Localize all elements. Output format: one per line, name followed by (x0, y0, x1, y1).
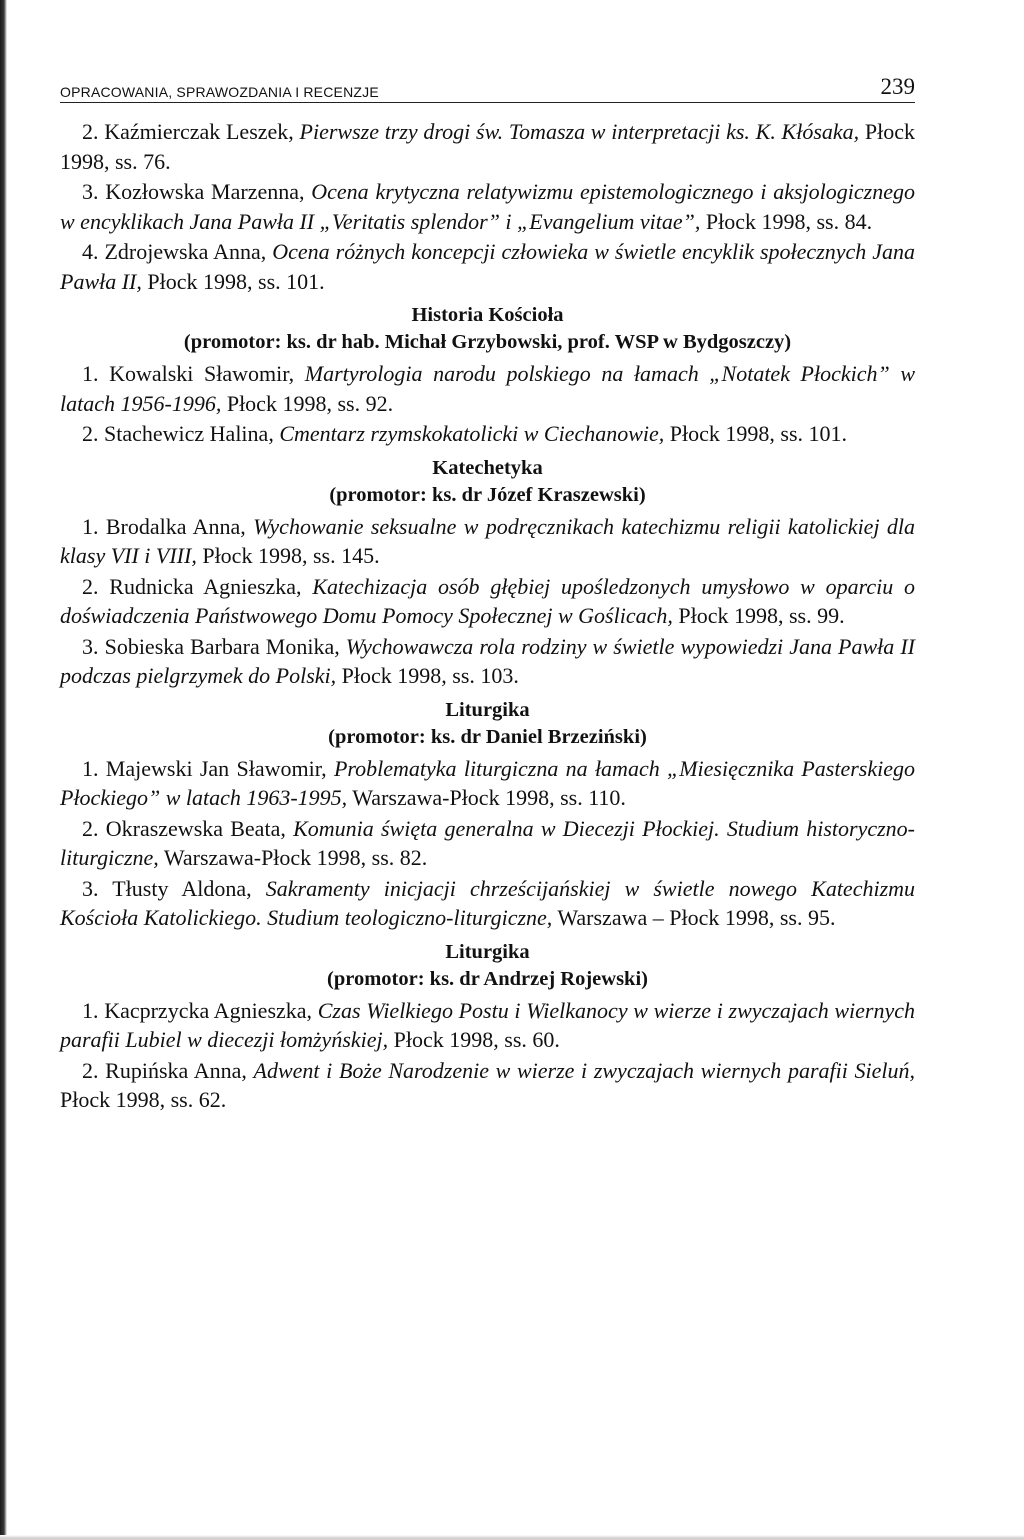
entry-author: Zdrojewska Anna, (104, 239, 267, 264)
bibliography-entry (60, 237, 915, 296)
entry-publication: Płock 1998, ss. 92. (226, 390, 394, 416)
entry-title: Martyrologia narodu polskiego na łamach „Notatek Płockich” w latach 1956-1996, (60, 361, 916, 416)
entry-author: Rupińska Anna, (105, 1057, 247, 1083)
bibliography-entry (60, 632, 915, 691)
page-number: 239 (880, 74, 915, 99)
section-promotor: (promotor: ks. dr hab. Michał Grzybowski, prof. WSP w Bydgoszczy) (183, 331, 792, 353)
entry-title: Komunia święta generalna w Diecezji Płockiej. Studium historyczno-liturgiczne, (60, 815, 915, 870)
entry-title: Ocena krytyczna relatywizmu epistemologicznego i aksjologicznego w encyklikach Jana Pawła II „Veritatis splendor” i „Evangelium vitae”, (60, 179, 915, 234)
section-title: Liturgika (445, 698, 530, 721)
entry-author: Sobieska Barbara Monika, (104, 633, 340, 659)
entry-publication: Płock 1998, ss. 103. (341, 663, 519, 688)
entry-publication: Płock 1998, ss. 101. (669, 421, 848, 446)
bibliography-entry (60, 419, 915, 449)
entry-publication: Płock 1998, ss. 62. (60, 1087, 227, 1112)
bibliography-entry (60, 754, 915, 813)
entry-publication: Płock 1998, ss. 60. (393, 1027, 560, 1052)
entry-title: Problematyka liturgiczna na łamach „Miesięcznika Pasterskiego Płockiego” w latach 1963-1995, (60, 755, 916, 810)
entry-author: Kacprzycka Agnieszka, (104, 997, 313, 1023)
entry-author: Majewski Jan Sławomir, (105, 755, 327, 781)
entry-number: 2. (82, 815, 99, 841)
entry-number: 2. (82, 421, 99, 446)
entry-number: 3. (82, 179, 99, 204)
entry-author: Brodalka Anna, (105, 513, 246, 539)
entry-number: 1. (82, 361, 99, 386)
entry-title: Czas Wielkiego Postu i Wielkanocy w wierze i zwyczajach wiernych parafii Lubiel w diecezji łomżyńskiej, (60, 997, 916, 1052)
section-heading (60, 302, 915, 356)
entry-publication: Płock 1998, ss. 76. (60, 119, 916, 174)
entry-author: Kozłowska Marzenna, (105, 179, 305, 204)
entry-title: Pierwsze trzy drogi św. Tomasza w interpretacji ks. K. Kłósaka, (299, 119, 860, 144)
entry-publication: Płock 1998, ss. 99. (678, 603, 845, 628)
bibliography-entry (60, 814, 915, 873)
section-title: Liturgika (445, 940, 530, 963)
entry-number: 2. (82, 119, 99, 144)
section-title: Katechetyka (432, 456, 543, 479)
bibliography-entry (60, 512, 915, 571)
scan-bottom-edge (0, 1535, 1024, 1539)
entry-number: 3. (82, 633, 99, 659)
entry-author: Okraszewska Beata, (105, 815, 286, 841)
section-heading (60, 697, 915, 751)
section-heading (60, 939, 915, 993)
document-page (60, 70, 915, 1116)
entry-publication: Warszawa-Płock 1998, ss. 82. (163, 845, 428, 870)
entry-publication: Warszawa – Płock 1998, ss. 95. (557, 905, 836, 930)
entry-number: 1. (82, 997, 99, 1023)
section-promotor: (promotor: ks. dr Andrzej Rojewski) (327, 967, 648, 990)
entry-number: 1. (82, 755, 99, 781)
entry-author: Tłusty Aldona, (112, 875, 252, 901)
running-head-title: OPRACOWANIA, SPRAWOZDANIA I RECENZJE (60, 84, 379, 100)
entry-number: 2. (82, 573, 99, 599)
bibliography-entry (60, 572, 915, 631)
entry-author: Kowalski Sławomir, (109, 361, 295, 386)
bibliography-entry (60, 996, 915, 1055)
entry-author: Stachewicz Halina, (104, 421, 274, 446)
entry-number: 2. (82, 1057, 99, 1083)
entry-title: Adwent i Boże Narodzenie w wierze i zwyczajach wiernych parafii Sieluń, (253, 1057, 916, 1083)
running-head (60, 70, 915, 103)
bibliography-entry (60, 177, 915, 236)
section-title: Historia Kościoła (411, 304, 564, 326)
entry-number: 4. (82, 239, 99, 264)
entry-title: Cmentarz rzymskokatolicki w Ciechanowie, (279, 421, 665, 446)
entry-number: 1. (82, 513, 99, 539)
entry-publication: Płock 1998, ss. 145. (202, 543, 380, 568)
bibliography-list (60, 103, 915, 1115)
entry-title: Wychowanie seksualne w podręcznikach katechizmu religii katolickiej dla klasy VII i VIII, (60, 513, 916, 568)
bibliography-entry (60, 1056, 915, 1115)
entry-title: Sakramenty inicjacji chrześcijańskiej w świetle nowego Katechizmu Kościoła Katolickiego. Studium teologiczno-liturgiczne, (60, 875, 916, 930)
bibliography-entry (60, 359, 915, 418)
scan-binding-edge (0, 0, 7, 1539)
entry-title: Katechizacja osób głębiej upośledzonych umysłowo w oparciu o doświadczenia Państwowego Domu Pomocy Społecznej w Goślicach, (60, 573, 915, 628)
entry-publication: Warszawa-Płock 1998, ss. 110. (352, 785, 626, 810)
bibliography-entry (60, 117, 915, 176)
bibliography-entry (60, 874, 915, 933)
entry-title: Wychowawcza rola rodziny w świetle wypowiedzi Jana Pawła II podczas pielgrzymek do Polski, (60, 633, 916, 688)
entry-publication: Płock 1998, ss. 101. (147, 268, 325, 294)
section-promotor: (promotor: ks. dr Józef Kraszewski) (329, 483, 646, 506)
entry-publication: Płock 1998, ss. 84. (705, 208, 873, 234)
entry-author: Kaźmierczak Leszek, (104, 119, 294, 144)
section-promotor: (promotor: ks. dr Daniel Brzeziński) (328, 725, 647, 748)
section-heading (60, 455, 915, 509)
entry-author: Rudnicka Agnieszka, (109, 573, 302, 599)
entry-title: Ocena różnych koncepcji człowieka w świetle encyklik społecznych Jana Pawła II, (60, 239, 916, 294)
entry-number: 3. (82, 875, 99, 901)
